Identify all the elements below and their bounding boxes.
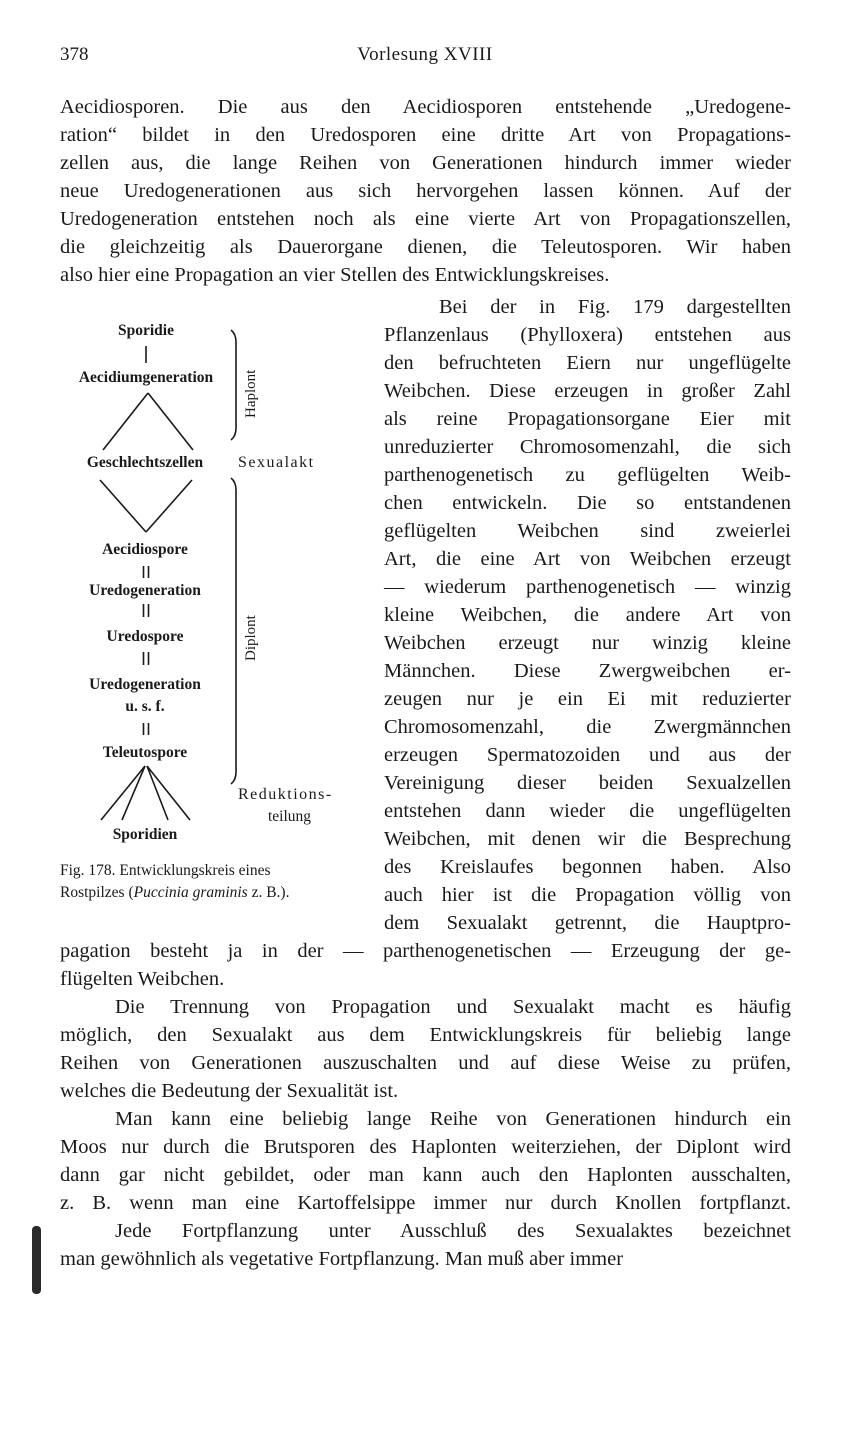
text-line: z. B. wenn man eine Kartoffelsippe immer nur durch Knollen fortpflanzt. <box>60 1192 791 1214</box>
text-line: auch hier ist die Propagation völlig von <box>384 884 791 906</box>
text-line: Uredogeneration entstehen noch als eine vierte Art von Propagationszellen, <box>60 208 791 230</box>
text-line: pagation besteht ja in der — parthenogenetischen — Erzeugung der ge- <box>60 940 791 962</box>
text-line: man gewöhnlich als vegetative Fortpflanzung. Man muß aber immer <box>60 1248 624 1270</box>
label-aecidiospore: Aecidiospore <box>102 541 188 558</box>
label-sporidien: Sporidien <box>112 826 178 843</box>
figure-caption <box>60 883 289 903</box>
page-number: 378 <box>60 44 89 65</box>
text-line: flügelten Weibchen. <box>60 968 225 990</box>
text-line: chen entwickeln. Die so entstandenen <box>384 492 791 514</box>
text-line: die gleichzeitig als Dauerorgane dienen, die Teleutosporen. Wir haben <box>60 236 791 258</box>
label-usf: u. s. f. <box>125 698 165 715</box>
text-line: Aecidiosporen. Die aus den Aecidiosporen entstehende „Uredogene- <box>60 96 791 118</box>
label-sexualakt: Sexualakt <box>238 454 315 471</box>
text-line: Männchen. Diese Zwergweibchen er- <box>384 660 791 682</box>
text-line: ration“ bildet in den Uredosporen eine dritte Art von Propagations- <box>60 124 791 146</box>
branch-line <box>147 766 168 820</box>
text-line: entstehen dann wieder die ungeflügelten <box>384 800 791 822</box>
caption-text: z. B.). <box>247 884 290 901</box>
text-line: dann gar nicht gebildet, oder man kann auch den Haplonten ausschalten, <box>60 1164 791 1186</box>
label-diplont: Diplont <box>243 615 259 661</box>
label-teleutospore: Teleutospore <box>102 744 188 761</box>
branch-line <box>103 393 148 450</box>
text-line: als reine Propagationsorgane Eier mit <box>384 408 791 430</box>
text-line: geflügelten Weibchen sind zweierlei <box>384 520 791 542</box>
label-geschlechtszellen: Geschlechtszellen <box>86 454 204 471</box>
text-line: des Kreislaufes begonnen haben. Also <box>384 856 791 878</box>
text-line: zellen aus, die lange Reihen von Generationen hindurch immer wieder <box>60 152 791 174</box>
text-line: neue Uredogenerationen aus sich hervorgehen lassen können. Auf der <box>60 180 791 202</box>
text-line: kleine Weibchen, die andere Art von <box>384 604 791 626</box>
text-line: also hier eine Propagation an vier Stellen des Entwicklungskreises. <box>60 264 610 286</box>
text-line: Pflanzenlaus (Phylloxera) entstehen aus <box>384 324 791 346</box>
text-line: Chromosomenzahl, die Zwergmännchen <box>384 716 791 738</box>
figure-caption: Fig. 178. Entwicklungskreis eines <box>60 862 271 879</box>
label-teilung: teilung <box>268 808 312 825</box>
text-line: Weibchen. Diese erzeugen in großer Zahl <box>384 380 791 402</box>
text-line: erzeugen Spermatozoiden und aus der <box>384 744 791 766</box>
branch-line <box>146 480 192 532</box>
text-line: zeugen nur je ein Ei mit reduzierter <box>384 688 791 710</box>
text-line: Reihen von Generationen auszuschalten und auf diese Weise zu prüfen, <box>60 1052 791 1074</box>
text-line: welches die Bedeutung der Sexualität ist. <box>60 1080 399 1102</box>
caption-species: Puccinia graminis <box>133 884 248 901</box>
text-line: Bei der in Fig. 179 dargestellten <box>439 296 791 318</box>
running-title: Vorlesung XVIII <box>357 44 493 65</box>
ink-smudge <box>32 1226 41 1294</box>
text-line: Vereinigung dieser beiden Sexualzellen <box>384 772 791 794</box>
branch-line <box>148 393 193 450</box>
text-line: Die Trennung von Propagation und Sexualakt macht es häufig <box>115 996 791 1018</box>
branch-line <box>101 766 145 820</box>
label-sporidie: Sporidie <box>118 322 174 339</box>
text-line: Moos nur durch die Brutsporen des Haplonten weiterziehen, der Diplont wird <box>60 1136 791 1158</box>
text-line: Jede Fortpflanzung unter Ausschluß des Sexualaktes bezeichnet <box>115 1220 791 1242</box>
text-line: Weibchen, mit denen wir die Besprechung <box>384 828 791 850</box>
text-line: den befruchteten Eiern nur ungeflügelte <box>384 352 791 374</box>
text-line: Weibchen erzeugt nur winzig kleine <box>384 632 791 654</box>
label-uredogeneration: Uredogeneration <box>89 676 201 693</box>
text-line: möglich, den Sexualakt aus dem Entwicklungskreis für beliebig lange <box>60 1024 791 1046</box>
caption-text: Rostpilzes ( <box>60 884 134 901</box>
diplont-bracket <box>231 478 236 784</box>
branch-line <box>147 766 190 820</box>
label-reduktions: Reduktions- <box>238 786 333 803</box>
branch-line <box>122 766 145 820</box>
text-line: unreduzierter Chromosomenzahl, die sich <box>384 436 791 458</box>
label-aecidiumgeneration: Aecidiumgeneration <box>78 369 214 386</box>
branch-line <box>100 480 146 532</box>
text-line: dem Sexualakt getrennt, die Hauptpro- <box>384 912 791 934</box>
text-line: Art, die eine Art von Weibchen erzeugt <box>384 548 791 570</box>
label-haplont: Haplont <box>243 369 259 418</box>
label-uredospore: Uredospore <box>106 628 184 645</box>
text-line: Man kann eine beliebig lange Reihe von Generationen hindurch ein <box>115 1108 791 1130</box>
text-line: — wiederum parthenogenetisch — winzig <box>384 576 791 598</box>
label-uredogeneration: Uredogeneration <box>89 582 201 599</box>
text-line: parthenogenetisch zu geflügelten Weib- <box>384 464 791 486</box>
